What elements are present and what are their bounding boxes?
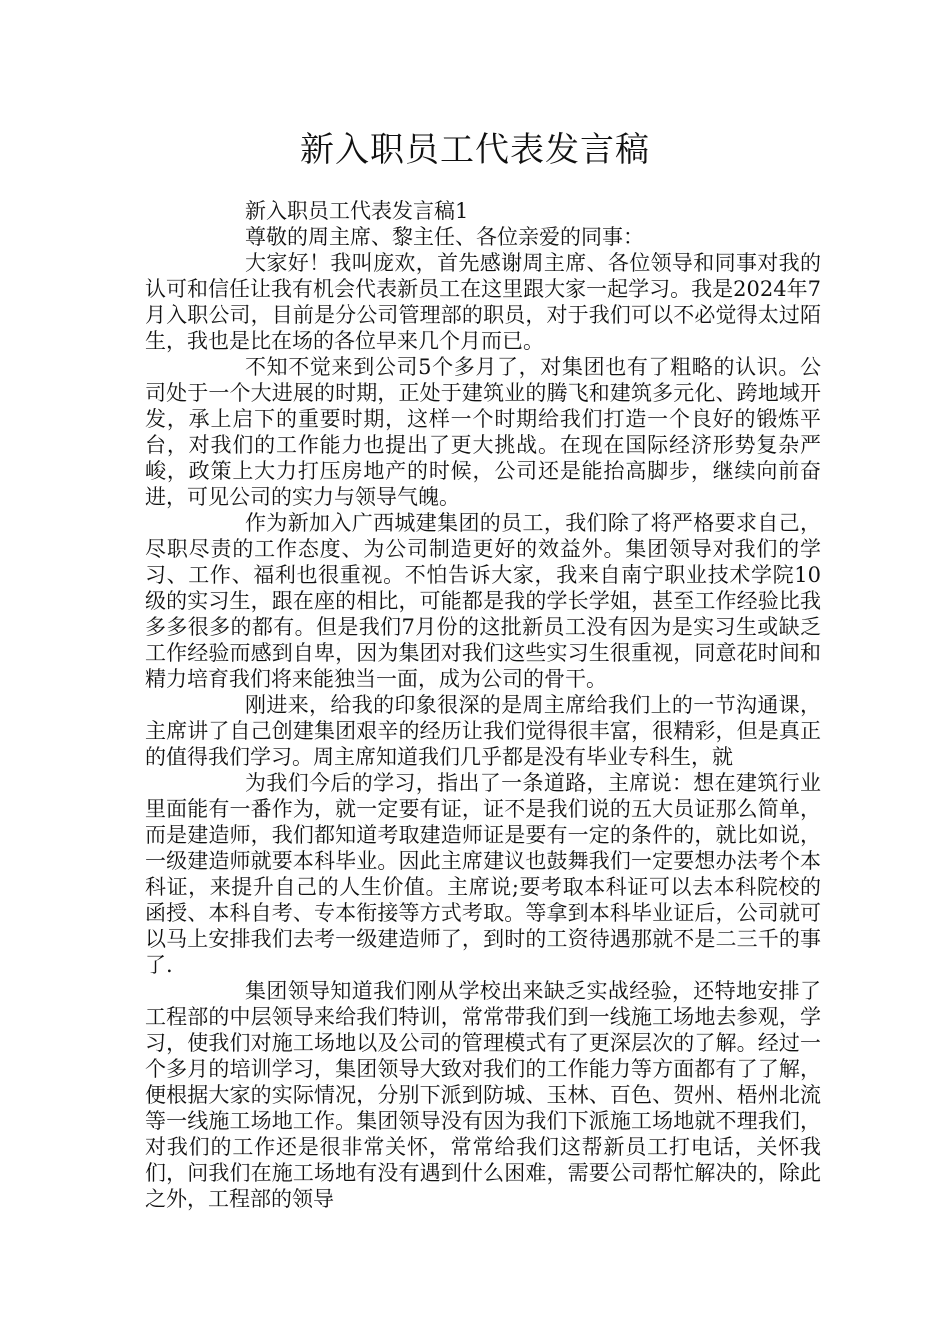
- salutation: 尊敬的周主席、黎主任、各位亲爱的同事：: [245, 225, 644, 249]
- paragraph: 集团领导知道我们刚从学校出来缺乏实战经验，还特地安排了工程部的中层领导来给我们特训，常常带我们到一线施工场地去参观，学习，使我们对施工场地以及公司的管理模式有了更深层次的了解。经过一个多月的培训学习，集团领导大致对我们的工作能力等方面都有了了解，便根据大家的实际情况，分别下派到防城、玉林、百色、贺州、梧州北流等一线施工场地工作。集团领导没有因为我们下派施工场地就不理我们，对我们的工作还是很非常关怀，常常给我们这帮新员工打电话，关怀我们，问我们在施工场地有没有遇到什么困难，需要公司帮忙解决的，除此之外，工程部的领导: [145, 979, 821, 1211]
- paragraph: 大家好！我叫庞欢，首先感谢周主席、各位领导和同事对我的认可和信任让我有机会代表新员工在这里跟大家一起学习。我是2024年7月入职公司，目前是分公司管理部的职员，对于我们可以不必觉得太过陌生，我也是比在场的各位早来几个月而已。: [145, 251, 821, 353]
- paragraph: 不知不觉来到公司5个多月了，对集团也有了粗略的认识。公司处于一个大进展的时期，正处于建筑业的腾飞和建筑多元化、跨地域开发，承上启下的重要时期，这样一个时期给我们打造一个良好的锻炼平台，对我们的工作能力也提出了更大挑战。在现在国际经济形势复杂严峻，政策上大力打压房地产的时候，公司还是能抬高脚步，继续向前奋进，可见公司的实力与领导气魄。: [145, 355, 821, 509]
- paragraph: 刚进来，给我的印象很深的是周主席给我们上的一节沟通课，主席讲了自己创建集团艰辛的经历让我们觉得很丰富，很精彩，但是真正的值得我们学习。周主席知道我们几乎都是没有毕业专科生，就: [145, 693, 821, 769]
- document-body: [145, 198, 821, 1212]
- document-title: 新入职员工代表发言稿: [300, 130, 650, 170]
- speech-subtitle: 新入职员工代表发言稿1: [245, 199, 469, 223]
- paragraph: 作为新加入广西城建集团的员工，我们除了将严格要求自己，尽职尽责的工作态度、为公司制造更好的效益外。集团领导对我们的学习、工作、福利也很重视。不怕告诉大家，我来自南宁职业技术学院10级的实习生，跟在座的相比，可能都是我的学长学姐，甚至工作经验比我多多很多的都有。但是我们7月份的这批新员工没有因为是实习生或缺乏工作经验而感到自卑，因为集团对我们这些实习生很重视，同意花时间和精力培育我们将来能独当一面，成为公司的骨干。: [145, 511, 821, 691]
- paragraph: 为我们今后的学习，指出了一条道路，主席说：想在建筑行业里面能有一番作为，就一定要有证，证不是我们说的五大员证那么简单，而是建造师，我们都知道考取建造师证是要有一定的条件的，就比如说，一级建造师就要本科毕业。因此主席建议也鼓舞我们一定要想办法考个本科证，来提升自己的人生价值。主席说;要考取本科证可以去本科院校的函授、本科自考、专本衔接等方式考取。等拿到本科毕业证后，公司就可以马上安排我们去考一级建造师了，到时的工资待遇那就不是二三千的事了.: [145, 771, 821, 977]
